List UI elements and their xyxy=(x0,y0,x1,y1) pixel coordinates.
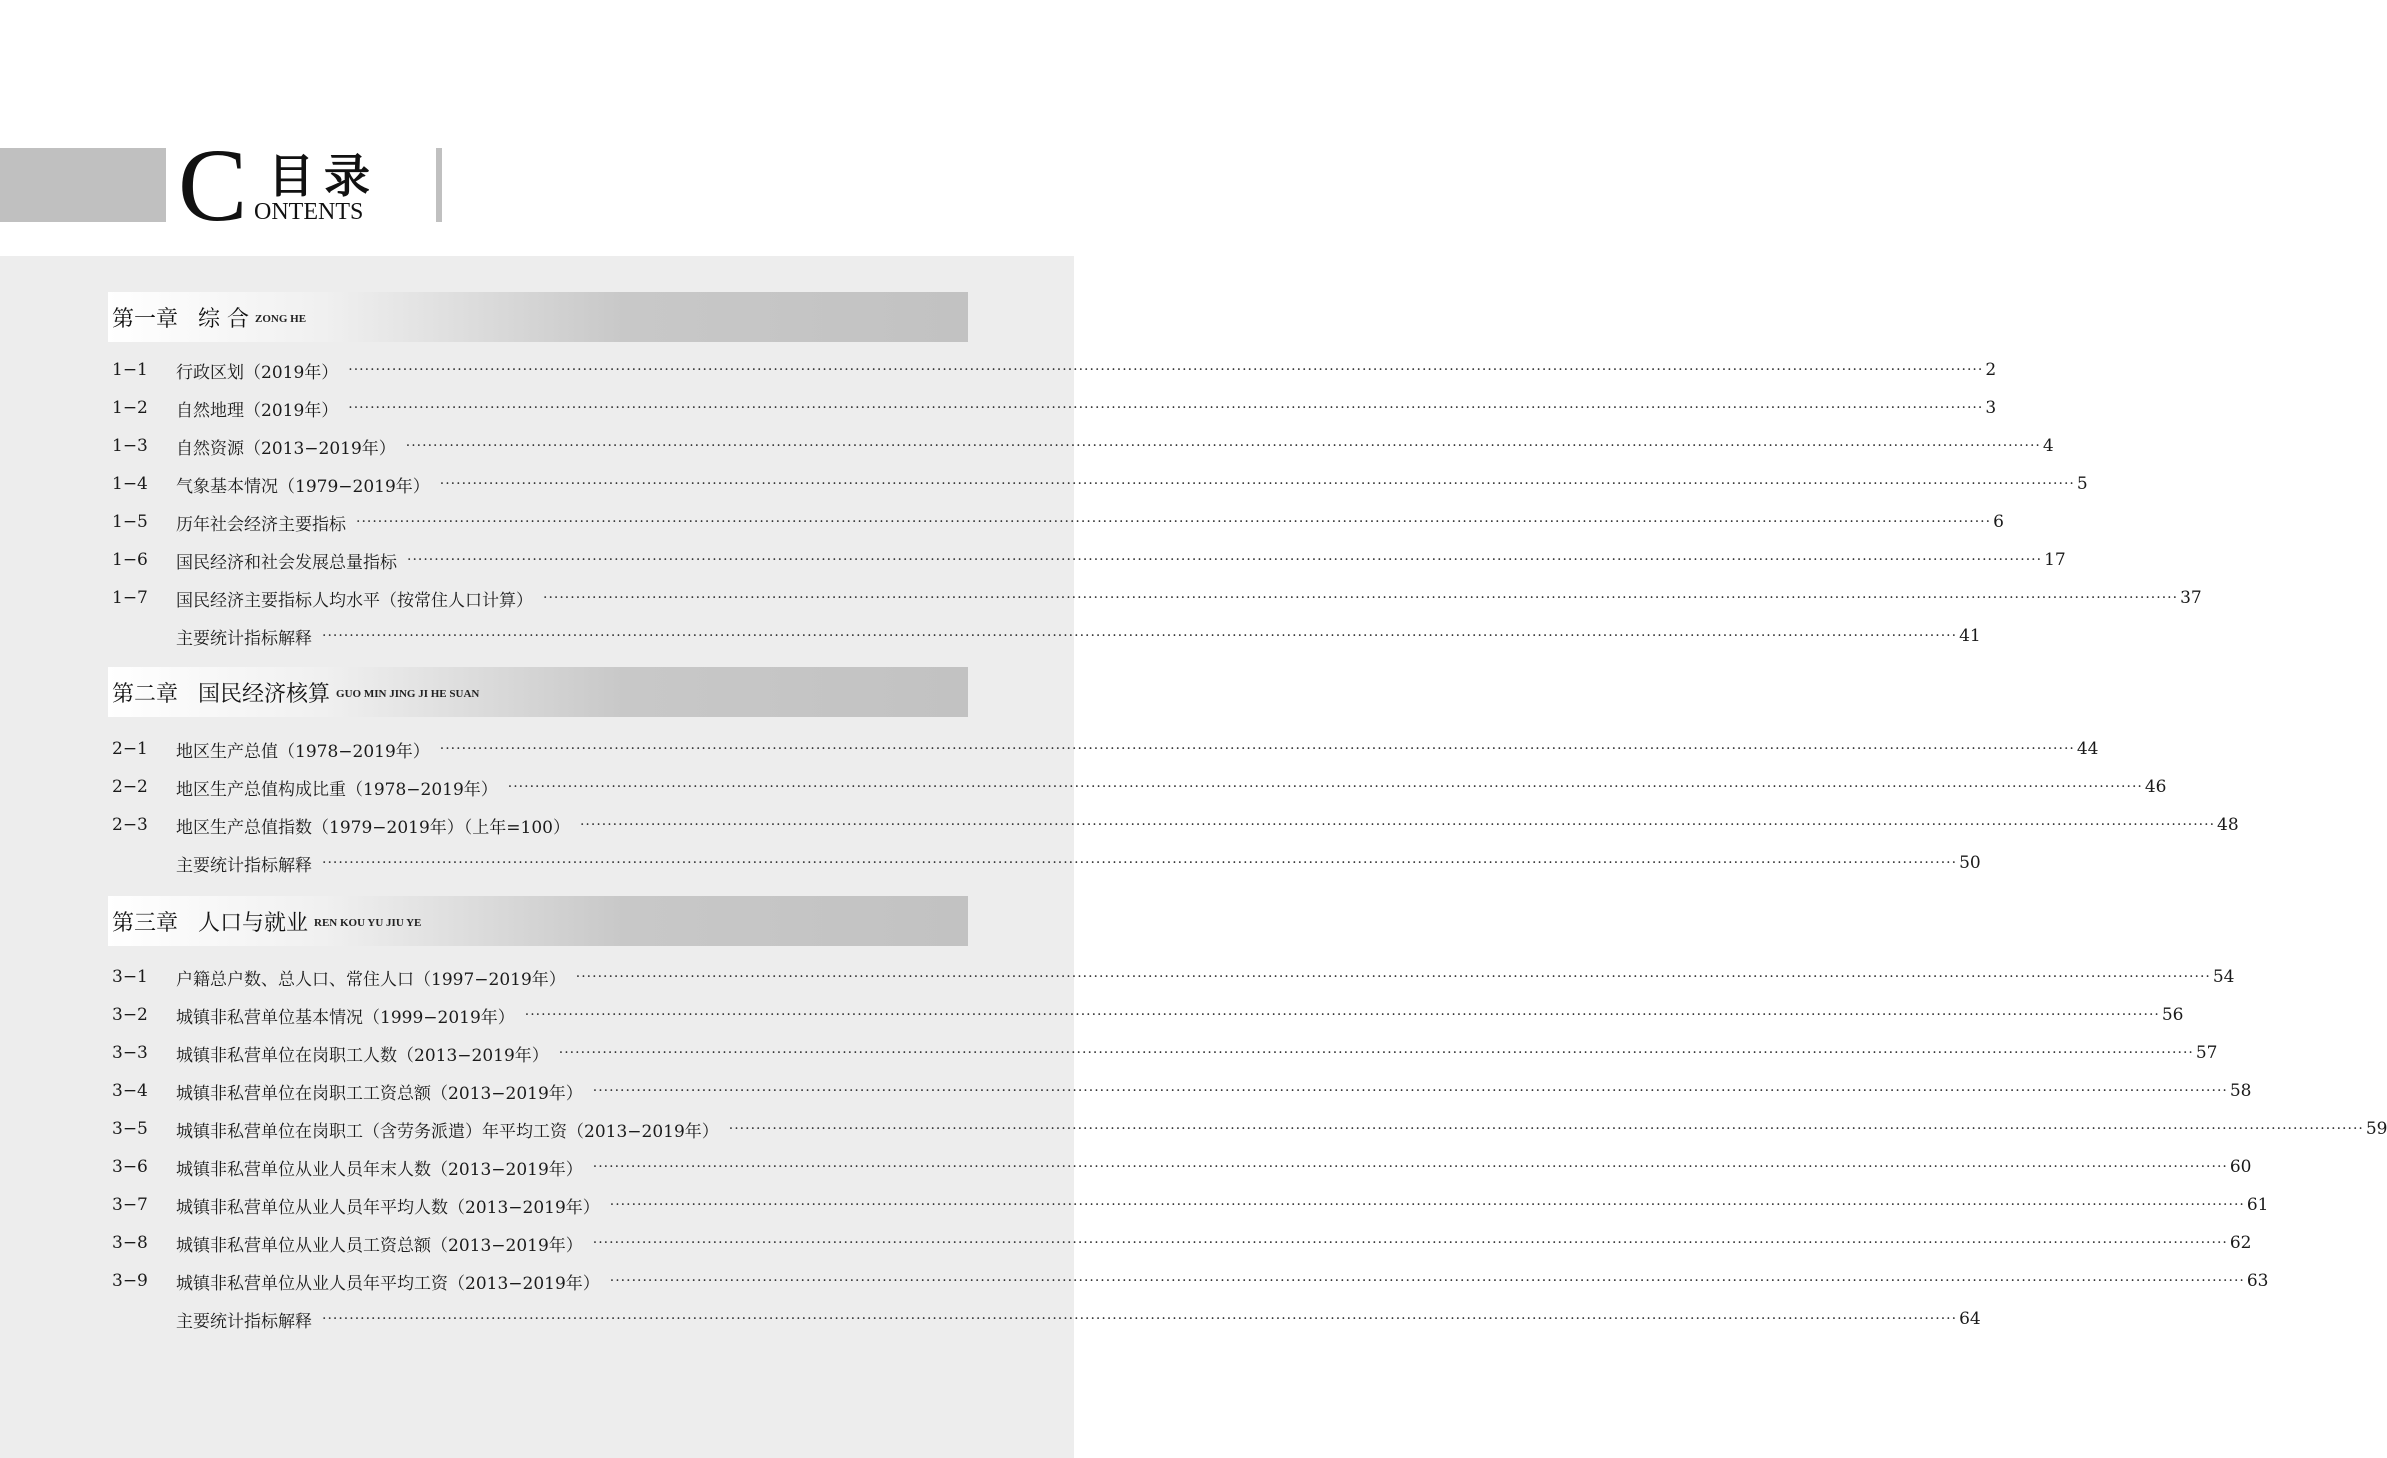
entry-title: 城镇非私营单位在岗职工（含劳务派遣）年平均工资（2013−2019年） xyxy=(176,1121,719,1142)
entry-page-number: 17 xyxy=(2044,550,2066,570)
toc-entry[interactable] xyxy=(112,1266,2269,1296)
entry-page-number: 61 xyxy=(2246,1195,2269,1215)
entry-number: 2−1 xyxy=(112,739,148,759)
dot-leader: ············································································································································································································································································································ xyxy=(609,1197,2245,1213)
entry-number: 3−7 xyxy=(112,1195,148,1215)
dot-leader: ············································································································································································································································································································ xyxy=(405,438,2041,454)
entry-page-number: 44 xyxy=(2076,739,2099,759)
entry-title: 地区生产总值（1978−2019年） xyxy=(176,741,430,762)
dot-leader: ············································································································································································································································································································ xyxy=(322,855,1958,871)
header-band xyxy=(0,148,166,222)
entry-number: 3−3 xyxy=(112,1043,148,1063)
contents-letter-c: C xyxy=(178,128,248,243)
toc-entry[interactable] xyxy=(112,772,2167,802)
entry-page-number: 6 xyxy=(1993,512,2004,532)
dot-leader: ············································································································································································································································································································ xyxy=(348,362,1984,378)
entry-page-number: 46 xyxy=(2144,777,2167,797)
dot-leader: ············································································································································································································································································································ xyxy=(575,969,2211,985)
entry-page-number: 4 xyxy=(2042,436,2054,456)
entry-title: 城镇非私营单位基本情况（1999−2019年） xyxy=(176,1007,515,1028)
entry-number: 3−2 xyxy=(112,1005,148,1025)
header-accent-bar xyxy=(436,148,442,222)
entry-title: 地区生产总值构成比重（1978−2019年） xyxy=(176,779,498,800)
toc-entry[interactable] xyxy=(112,469,2088,499)
entry-title: 行政区划（2019年） xyxy=(176,362,339,383)
entry-number: 1−4 xyxy=(112,474,148,494)
chapter-number: 第三章 xyxy=(112,910,179,936)
entry-title: 城镇非私营单位从业人员年平均人数（2013−2019年） xyxy=(176,1197,600,1218)
toc-entry[interactable] xyxy=(112,1190,2269,1220)
dot-leader: ············································································································································································································································································································ xyxy=(507,779,2143,795)
dot-leader: ············································································································································································································································································································ xyxy=(407,552,2043,568)
page-title-en: ONTENTS xyxy=(254,199,364,225)
toc-entry[interactable] xyxy=(112,1000,2184,1030)
entry-page-number: 5 xyxy=(2076,474,2088,494)
entry-number: 2−2 xyxy=(112,777,148,797)
toc-entry[interactable] xyxy=(112,1228,2252,1258)
entry-number: 3−5 xyxy=(112,1119,148,1139)
dot-leader: ············································································································································································································································································································ xyxy=(356,514,1992,530)
entry-title: 国民经济和社会发展总量指标 xyxy=(176,552,397,573)
entry-title: 主要统计指标解释 xyxy=(176,1311,312,1332)
chapter-name: 人口与就业 xyxy=(198,910,309,936)
entry-title: 国民经济主要指标人均水平（按常住人口计算） xyxy=(176,590,533,611)
entry-number: 2−3 xyxy=(112,815,148,835)
entry-number: 1−2 xyxy=(112,398,148,418)
toc-entry[interactable] xyxy=(112,545,2066,575)
entry-title: 户籍总户数、总人口、常住人口（1997−2019年） xyxy=(176,969,566,990)
chapter-number: 第二章 xyxy=(112,681,179,707)
entry-number: 3−1 xyxy=(112,967,148,987)
toc-entry[interactable] xyxy=(112,1038,2218,1068)
dot-leader: ············································································································································································································································································································ xyxy=(439,741,2075,757)
entry-page-number: 60 xyxy=(2229,1157,2252,1177)
toc-entry[interactable] xyxy=(112,393,1997,423)
toc-entry[interactable] xyxy=(112,1076,2252,1106)
entry-title: 气象基本情况（1979−2019年） xyxy=(176,476,430,497)
dot-leader: ············································································································································································································································································································ xyxy=(609,1273,2245,1289)
chapter-name-en: REN KOU YU JIU YE xyxy=(314,917,422,929)
entry-page-number: 64 xyxy=(1959,1309,1981,1329)
chapter-name: 综 合 xyxy=(198,306,250,332)
toc-entry[interactable] xyxy=(112,507,2004,537)
dot-leader: ············································································································································································································································································································ xyxy=(543,590,2179,606)
chapter-name-en: ZONG HE xyxy=(255,313,307,325)
dot-leader: ············································································································································································································································································································ xyxy=(322,628,1958,644)
entry-title: 主要统计指标解释 xyxy=(176,628,312,649)
chapter-number: 第一章 xyxy=(112,306,179,332)
entry-number: 1−7 xyxy=(112,588,148,608)
entry-number: 3−4 xyxy=(112,1081,148,1101)
entry-page-number: 57 xyxy=(2195,1043,2218,1063)
toc-entry[interactable] xyxy=(112,621,1981,651)
entry-page-number: 3 xyxy=(1985,398,1997,418)
toc-entry[interactable] xyxy=(112,1114,2387,1144)
entry-title: 自然地理（2019年） xyxy=(176,400,339,421)
entry-title: 历年社会经济主要指标 xyxy=(176,514,346,535)
entry-title: 城镇非私营单位从业人员工资总额（2013−2019年） xyxy=(176,1235,583,1256)
entry-page-number: 58 xyxy=(2229,1081,2252,1101)
entry-title: 城镇非私营单位从业人员年末人数（2013−2019年） xyxy=(176,1159,583,1180)
dot-leader: ············································································································································································································································································································ xyxy=(348,400,1984,416)
toc-entry[interactable] xyxy=(112,1152,2252,1182)
chapter-name: 国民经济核算 xyxy=(198,681,331,707)
dot-leader: ············································································································································································································································································································ xyxy=(592,1083,2228,1099)
entry-page-number: 48 xyxy=(2217,815,2239,835)
entry-number: 1−6 xyxy=(112,550,148,570)
toc-entry[interactable] xyxy=(112,431,2054,461)
entry-page-number: 41 xyxy=(1959,626,1981,646)
page-title: 目录 xyxy=(268,149,380,203)
entry-number: 1−3 xyxy=(112,436,148,456)
entry-number: 3−8 xyxy=(112,1233,148,1253)
toc-entry[interactable] xyxy=(112,1304,1981,1334)
entry-title: 城镇非私营单位在岗职工工资总额（2013−2019年） xyxy=(176,1083,583,1104)
entry-page-number: 2 xyxy=(1985,360,1997,380)
chapter-heading xyxy=(108,667,968,717)
entry-title: 城镇非私营单位从业人员年平均工资（2013−2019年） xyxy=(176,1273,600,1294)
entry-number: 3−6 xyxy=(112,1157,148,1177)
dot-leader: ············································································································································································································································································································ xyxy=(592,1159,2228,1175)
dot-leader: ············································································································································································································································································································ xyxy=(592,1235,2228,1251)
entry-title: 城镇非私营单位在岗职工人数（2013−2019年） xyxy=(176,1045,549,1066)
dot-leader: ············································································································································································································································································································ xyxy=(524,1007,2160,1023)
entry-title: 自然资源（2013−2019年） xyxy=(176,438,396,459)
entry-page-number: 37 xyxy=(2180,588,2202,608)
entry-page-number: 63 xyxy=(2246,1271,2269,1291)
dot-leader: ············································································································································································································································································································ xyxy=(579,817,2216,833)
toc-entry[interactable] xyxy=(112,583,2202,613)
entry-page-number: 62 xyxy=(2229,1233,2252,1253)
toc-entry[interactable] xyxy=(112,734,2099,764)
toc-entry[interactable] xyxy=(112,848,1981,878)
entry-page-number: 50 xyxy=(1959,853,1981,873)
chapter-heading xyxy=(108,896,968,946)
dot-leader: ············································································································································································································································································································ xyxy=(728,1121,2364,1137)
entry-title: 地区生产总值指数（1979−2019年）（上年=100） xyxy=(176,817,570,838)
dot-leader: ············································································································································································································································································································ xyxy=(558,1045,2194,1061)
entry-page-number: 59 xyxy=(2365,1119,2387,1139)
dot-leader: ············································································································································································································································································································ xyxy=(439,476,2075,492)
entry-number: 1−5 xyxy=(112,512,148,532)
chapter-heading xyxy=(108,292,968,342)
toc-entry[interactable] xyxy=(112,810,2239,840)
dot-leader: ············································································································································································································································································································ xyxy=(322,1311,1958,1327)
entry-page-number: 54 xyxy=(2212,967,2235,987)
entry-number: 3−9 xyxy=(112,1271,148,1291)
toc-entry[interactable] xyxy=(112,355,1997,385)
toc-entry[interactable] xyxy=(112,962,2235,992)
entry-page-number: 56 xyxy=(2161,1005,2184,1025)
entry-title: 主要统计指标解释 xyxy=(176,855,312,876)
entry-number: 1−1 xyxy=(112,360,148,380)
chapter-name-en: GUO MIN JING JI HE SUAN xyxy=(336,688,480,700)
